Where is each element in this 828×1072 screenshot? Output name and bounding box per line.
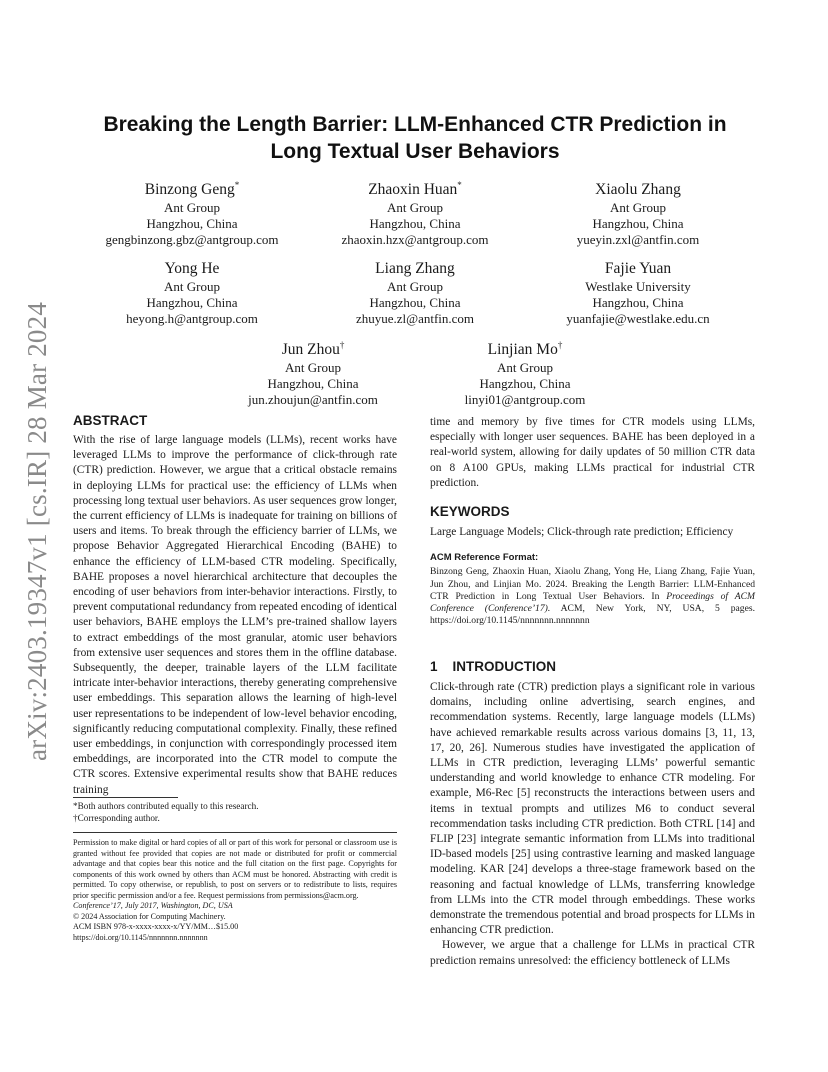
footnotes <box>73 801 397 824</box>
author-block <box>518 255 758 327</box>
author-name: Fajie Yuan <box>604 260 672 278</box>
author-affiliation: Ant Group <box>164 279 220 295</box>
acm-reference-section <box>430 552 755 628</box>
author-name: Binzong Geng <box>144 181 235 199</box>
permission-text: Permission to make digital or hard copies of all or part of this work for personal or classroom use is granted without fee provided that copies are not made or distributed for profit or commercial advantage and that copies bear this notice and the full citation on the first page. Copyrights for components of this work owned by others than ACM must be honored. Abstracting with credit is permitted. To copy otherwise, or republish, to post on servers or to redistribute to lists, requires prior specific permission and/or a fee. Request permissions from permissions@acm.org. <box>73 838 397 900</box>
author-email: jun.zhoujun@antfin.com <box>248 392 378 408</box>
corresponding-author-note: †Corresponding author. <box>73 812 160 823</box>
author-affiliation: Ant Group <box>497 360 553 376</box>
acm-reference-heading: ACM Reference Format: <box>430 552 539 563</box>
author-email: yuanfajie@westlake.edu.cn <box>566 311 710 327</box>
author-affiliation: Ant Group <box>610 200 666 216</box>
introduction-heading: 1 INTRODUCTION <box>430 659 557 674</box>
permission-block <box>73 838 397 943</box>
introduction-paragraph: Click-through rate (CTR) prediction plays a significant role in various domains, including online advertising, search engines, and recommendation systems. Recently, large language models (LLMs) have achieved remarkable results across various domains [3, 11, 13, 17, 20, 26]. Numerous studies have investigated the application of LLMs in CTR prediction, leveraging LLMs’ powerful semantic understanding and world knowledge to enhance CTR modeling. For example, M6-Rec [5] reconstructs the interactions between users and items in textual prompts and utilizes M6 to conduct several recommendation tasks including CTR prediction. Both CTRL [14] and FLIP [23] integrate semantic information from LLMs into traditional ID-based models [25] using contrastive learning and masked language modeling. KAR [24] develops a three-stage framework based on the reasoning and factual knowledge of LLMs, transferring knowledge from LLMs into the CTR model through embeddings. These works demonstrate the tremendous potential and broad prospects for LLMs in enhancing CTR prediction. <box>430 681 755 937</box>
author-affiliation: Ant Group <box>387 200 443 216</box>
title-line-2: Long Textual User Behaviors <box>270 140 560 163</box>
doi-line: https://doi.org/10.1145/nnnnnnn.nnnnnnn <box>73 932 208 942</box>
acm-reference-publisher: ACM, New York, NY, USA, 5 pages. https://doi.org/10.1145/nnnnnnn.nnnnnnn <box>430 603 755 627</box>
author-email: zhaoxin.hzx@antgroup.com <box>341 232 489 248</box>
acm-reference-authors: Binzong Geng, Zhaoxin Huan, Xiaolu Zhang, Yong He, Liang Zhang, Fajie Yuan, Jun Zhou, and Linjian Mo. 2024. Breaking the Length Barrier: LLM-Enhanced CTR Prediction in Long Textual User Behaviors. In <box>430 566 755 602</box>
author-affiliation: Ant Group <box>387 279 443 295</box>
abstract-section <box>73 412 397 798</box>
author-location: Hangzhou, China <box>592 295 684 311</box>
keywords-heading: KEYWORDS <box>430 504 510 519</box>
abstract-text: With the rise of large language models (LLMs), recent works have leveraged LLMs to improve the performance of click-through rate (CTR) prediction. However, we argue that a critical obstacle remains in deploying LLMs for practical use: the efficiency of LLMs when processing long textual user behaviors. As user sequences grow longer, the current efficiency of LLMs is inadequate for training on billions of users and items. To break through the efficiency barrier of LLMs, we propose Behavior Aggregated Hierarchical Encoding (BAHE) to enhance the efficiency of LLM-based CTR modeling. Specifically, BAHE proposes a novel hierarchical architecture that decouples the encoding of user behaviors from inter-behavior interactions. Firstly, to prevent computational redundancy from repeated encoding of identical user behaviors, BAHE employs the LLM’s pre-trained shallow layers to extract embeddings of the most granular, atomic user behaviors from extensive user sequences and stores them in the offline database. Subsequently, the deeper, trainable layers of the LLM facilitate intricate inter-behavior interactions, thereby generating comprehensive user embeddings. This separation allows the learning of high-level user representations to be independent of low-level behavior encoding, significantly reducing computational complexity. Finally, these refined user embeddings, in conjunction with correspondingly processed item embeddings, are incorporated into the CTR model to compute the CTR scores. Extensive experimental results show that BAHE reduces training <box>73 434 397 796</box>
author-location: Hangzhou, China <box>146 216 238 232</box>
introduction-section <box>430 658 755 969</box>
acm-reference-venue: Proceedings of ACM Conference (Conference’17). <box>430 590 755 615</box>
keywords-text: Large Language Models; Click-through rate prediction; Efficiency <box>430 526 734 538</box>
abstract-heading: ABSTRACT <box>73 413 148 428</box>
abstract-continuation <box>430 415 755 491</box>
author-block <box>405 336 645 408</box>
author-name: Linjian Mo <box>487 341 558 359</box>
author-mark: * <box>457 180 462 190</box>
author-location: Hangzhou, China <box>592 216 684 232</box>
author-block <box>295 255 535 327</box>
abstract-continuation-text: time and memory by five times for CTR models using LLMs, especially with longer user sequences. BAHE has been deployed in a real-world system, allowing for daily updates of 50 million CTR data on 8 A100 GPUs, making LLMs practical for industrial CTR prediction. <box>430 416 755 489</box>
introduction-paragraph: However, we argue that a challenge for LLMs in practical CTR prediction remains unresolved: the efficiency bottleneck of LLMs <box>430 939 755 967</box>
author-email: yueyin.zxl@antfin.com <box>576 232 700 248</box>
keywords-section <box>430 503 755 540</box>
author-email: gengbinzong.gbz@antgroup.com <box>105 232 279 248</box>
author-mark: † <box>557 340 563 350</box>
author-location: Hangzhou, China <box>479 376 571 392</box>
isbn-line: ACM ISBN 978-x-xxxx-xxxx-x/YY/MM…$15.00 <box>73 922 239 931</box>
author-mark: † <box>339 340 345 350</box>
author-email: heyong.h@antgroup.com <box>126 311 258 327</box>
acm-reference-text <box>430 566 755 627</box>
conference-line: Conference’17, July 2017, Washington, DC, USA <box>73 901 233 910</box>
author-email: zhuyue.zl@antfin.com <box>355 311 475 327</box>
author-affiliation: Ant Group <box>285 360 341 376</box>
author-mark: * <box>234 180 240 190</box>
author-name: Yong He <box>164 260 220 278</box>
author-block <box>72 255 312 327</box>
footnote-rule <box>73 797 178 798</box>
author-email: linyi01@antgroup.com <box>464 392 586 408</box>
author-location: Hangzhou, China <box>146 295 238 311</box>
author-affiliation: Westlake University <box>585 279 691 295</box>
author-location: Hangzhou, China <box>369 295 461 311</box>
permission-rule <box>73 832 397 833</box>
author-affiliation: Ant Group <box>164 200 220 216</box>
author-name: Zhaoxin Huan <box>368 181 458 199</box>
author-block <box>193 336 433 408</box>
author-location: Hangzhou, China <box>267 376 359 392</box>
equal-contribution-note: *Both authors contributed equally to this research. <box>73 801 259 811</box>
author-location: Hangzhou, China <box>369 216 461 232</box>
title-line-1: Breaking the Length Barrier: LLM-Enhanced CTR Prediction in <box>103 113 727 136</box>
author-name: Xiaolu Zhang <box>595 181 681 199</box>
author-name: Liang Zhang <box>375 260 455 278</box>
author-block <box>518 176 758 248</box>
paper-title <box>70 111 760 165</box>
author-block <box>72 176 312 248</box>
copyright-line: © 2024 Association for Computing Machinery. <box>73 911 226 921</box>
author-name: Jun Zhou <box>281 341 340 359</box>
author-block <box>295 176 535 248</box>
arxiv-identifier: arXiv:2403.19347v1 [cs.IR] 28 Mar 2024 <box>22 301 52 761</box>
